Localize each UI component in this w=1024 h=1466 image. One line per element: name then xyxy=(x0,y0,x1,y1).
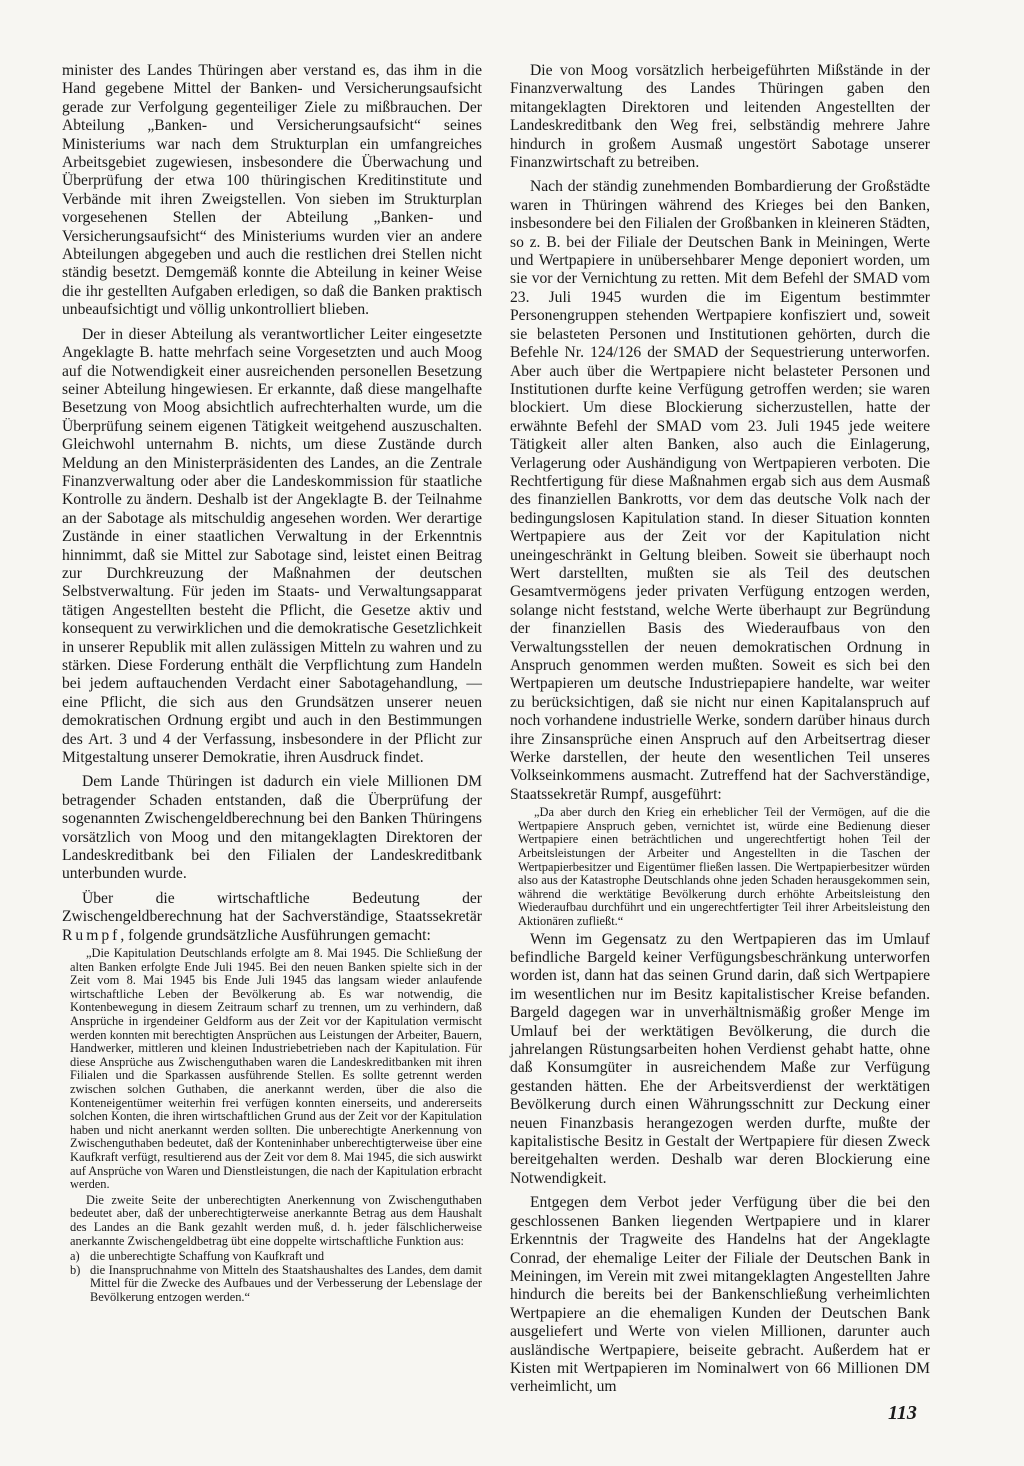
left-quote-1: „Die Kapitulation Deutschlands erfolgte am 8. Mai 1945. Die Schließung der alten Banken erfolgte Ende Juli 1945. Bei den neuen Banken spielte sich in der Zeit vom 8. Mai 1945 bis Ende Juli 1945 das langsam wieder anlaufende wirtschaftliche Leben der Bevölkerung ab. Es war notwendig, die Kontenbewegung in diesem Zeitraum scharf zu trennen, um zu verhindern, daß Ansprüche in irgendeiner Geldform aus der Zeit vor der Kapitulation vermischt werden konnten mit berechtigten Ansprüchen aus Leistungen der Arbeiter, Bauern, Handwerker, mittleren und kleinen Industriebetrieben nach der Kapitulation. Für diese Ansprüche aus Zwischenguthaben waren die Landeskreditbanken mit ihren Filialen und die Sparkassen ausführende Stellen. Es sollte getrennt werden zwischen solchen Guthaben, die anerkannt werden, über die also die Konteneigentümer weiterhin frei verfügen konnten einerseits, und andererseits solchen Konten, die ihren wirtschaftlichen Grund aus der Zeit vor der Kapitulation haben und nicht anerkannt werden sollten. Die unberechtigte Anerkennung von Zwischenguthaben bedeutet, daß der Konteninhaber unberechtigterweise über eine Kaufkraft verfügt, resultierend aus der Zeit vor dem 8. Mai 1945, die sich auswirkt auf Ansprüche von Waren und Dienstleistungen, die nach der Kapitulation erbracht werden. xyxy=(70,946,483,1192)
left-paragraph-4-text-a: Über die wirtschaftliche Bedeutung der Zwischengeldberechnung hat der Sachverständige, Staatssekretär xyxy=(62,889,482,926)
left-quote-list xyxy=(62,1250,482,1304)
right-paragraph-1: Die von Moog vorsätzlich herbeigeführten Mißstände in der Finanzverwaltung des Landes Thüringen gaben den mitangeklagten Direktoren und leitenden Angestellten der Landeskreditbank den Weg frei, selbständig mehrere Jahre hindurch in großem Ausmaß ungestört Sabotage unserer Finanzwirtschaft zu betreiben. xyxy=(510,62,930,172)
left-paragraph-4-text-b: , folgende grundsätzliche Ausführungen gemacht: xyxy=(120,926,431,944)
list-item xyxy=(70,1264,482,1305)
left-column xyxy=(62,62,482,1305)
left-paragraph-1: minister des Landes Thüringen aber verstand es, das ihm in die Hand gegebene Mittel der Banken- und Versicherungsaufsicht gerade zur Verfolgung gegenteiliger Ziele zu mißbrauchen. Der Abteilung „Banken- und Versicherungsaufsicht“ seines Ministeriums war nach dem Strukturplan ein umfangreiches Arbeitsgebiet zugewiesen, insbesondere die Überwachung und Überprüfung der etwa 100 thüringischen Kreditinstitute und Verbände mit ihren Zweigstellen. Von sieben im Strukturplan vorgesehenen Stellen der Abteilung „Banken- und Versicherungsaufsicht“ des Ministeriums wurden vier an andere Abteilungen abgegeben und auch die restlichen drei Stellen nicht ständig besetzt. Demgemäß konnte die Abteilung in keiner Weise die ihr gestellten Aufgaben erledigen, so daß die Banken praktisch unbeaufsichtigt und völlig unkontrolliert blieben. xyxy=(62,62,482,319)
right-paragraph-4: Entgegen dem Verbot jeder Verfügung über die bei den geschlossenen Banken liegenden Wertpapiere und in klarer Erkenntnis der Tragweite des Handelns hat der Angeklagte Conrad, der ehemalige Leiter der Filiale der Deutschen Bank in Meiningen, im Verein mit zwei mitangeklagten Angestellten Jahre hindurch die bereits bei der Bankenschließung verheimlichten Wertpapiere an die ehemaligen Kunden der Deutschen Bank ausgeliefert und Werte von vielen Millionen, darunter auch ausländische Wertpapiere, beiseite gebracht. Außerdem hat er Kisten mit Wertpapieren im Nominalwert von 66 Millionen DM verheimlicht, um xyxy=(510,1194,930,1396)
right-paragraph-2: Nach der ständig zunehmenden Bombardierung der Großstädte waren in Thüringen während des Krieges bei den Banken, insbesondere bei den Filialen der Großbanken in kleineren Städten, so z. B. bei der Filiale der Deutschen Bank in Meiningen, Werte und Wertpapiere in unübersehbarer Menge deponiert worden, um sie vor der Vernichtung zu retten. Mit dem Befehl der SMAD vom 23. Juli 1945 wurden die im Eigentum bestimmter Personengruppen stehenden Wertpapiere konfisziert und, soweit sie belasteten Personen und Institutionen gehörten, durch die Befehle Nr. 124/126 der SMAD der Sequestrierung unterworfen. Aber auch über die Wertpapiere nicht belasteter Personen und Institutionen durfte keine Verfügung getroffen werden; sie waren blockiert. Um diese Blockierung sicherzustellen, hatte der erwähnte Befehl der SMAD vom 23. Juli 1945 jede weitere Tätigkeit aller alten Banken, also auch die Einlagerung, Verlagerung oder Aushändigung von Wertpapieren verboten. Die Rechtfertigung für diese Maßnahmen ergab sich aus dem Ausmaß des finanziellen Bankrotts, vor dem das deutsche Volk nach der bedingungslosen Kapitulation stand. In dieser Situation konnten Wertpapiere aus der Zeit vor der Kapitulation nicht uneingeschränkt in Geltung bleiben. Soweit sie überhaupt noch Wert darstellten, mußten sie als Teil des deutschen Gesamtvermögens jeder privaten Verfügung entzogen werden, solange nicht feststand, welche Werte überhaupt zur Begründung der finanziellen Basis des Wiederaufbaus von den Verwaltungsstellen der neuen demokratischen Ordnung in Anspruch genommen werden mußten. Soweit es sich bei den Wertpapieren um deutsche Industriepapiere handelte, war weiter zu berücksichtigen, daß sie nicht nur einen Kapitalanspruch auf noch vorhandene industrielle Werke, sondern darüber hinaus durch ihre Zinsansprüche einen Anspruch auf den Arbeitsertrag dieser Werke darstellen, der heute den wesentlichen Teil unseres Volkseinkommens ausmacht. Zutreffend hat der Sachverständige, Staatssekretär Rumpf, ausgeführt: xyxy=(510,178,930,803)
list-item-a-text: die unberechtigte Schaffung von Kaufkraft und xyxy=(90,1249,325,1264)
right-quote-1: „Da aber durch den Krieg ein erheblicher Teil der Vermögen, auf die die Wertpapiere Anspruch geben, vernichtet ist, würde eine Bedienung dieser Wertpapiere einen beträchtlichen und ungerechtfertigt hohen Teil der Arbeitsleistungen der Arbeiter und Angestellten in die Taschen der Wertpapierbesitzer und Eigentümer fließen lassen. Die Wertpapierbesitzer würden also aus der Katastrophe Deutschlands ohne jeden Schaden herausgekommen sein, während die werktätige Bevölkerung durch erhöhte Arbeitsleistung den Wiederaufbau durchführt und ein ungerechtfertigter Teil ihrer Arbeitsleistung den Aktionären zufließt.“ xyxy=(518,805,930,928)
list-item xyxy=(70,1250,482,1264)
left-paragraph-3: Dem Lande Thüringen ist dadurch ein viele Millionen DM betragender Schaden entstanden, daß die Überprüfung der sogenannten Zwischengeldberechnung bei den Banken Thüringens vorsätzlich von Moog und den mitangeklagten Direktoren der Landeskreditbank bei den Filialen der Landeskreditbank unterbunden wurde. xyxy=(62,773,482,883)
right-paragraph-3: Wenn im Gegensatz zu den Wertpapieren das im Umlauf befindliche Bargeld keiner Verfügungsbeschränkung unterworfen worden ist, dann hat das seinen Grund darin, daß sich Wertpapiere im wesentlichen nur im Besitz kapitalistischer Kreise befanden. Bargeld dagegen war in unverhältnismäßig großer Menge im Umlauf bei der werktätigen Bevölkerung, die durch die jahrelangen Rüstungsarbeiten hohen Verdienst gehabt hatte, ohne daß Konsumgüter in ausreichendem Maße zur Verfügung gestanden hätten. Ehe der Arbeitsverdienst der werktätigen Bevölkerung durch einen Währungsschnitt zur Deckung einer neuen Finanzbasis herangezogen werden durfte, mußte der kapitalistische Besitz in Gestalt der Wertpapiere für diesen Zweck bereitgehalten werden. Deshalb war deren Blockierung eine Notwendigkeit. xyxy=(510,930,930,1187)
expert-name: Rumpf xyxy=(62,926,121,944)
list-marker-a: a) xyxy=(70,1249,80,1264)
page-number: 113 xyxy=(888,1402,917,1424)
right-column xyxy=(510,62,930,1397)
list-marker-b: b) xyxy=(70,1262,81,1277)
list-item-b-text: die Inanspruchnahme von Mitteln des Staatshaushaltes des Landes, dem damit Mittel für die Zwecke des Aufbaues und der Verbesserung der Lebenslage der Bevölkerung entzogen werden.“ xyxy=(90,1262,482,1304)
left-paragraph-2: Der in dieser Abteilung als verantwortlicher Leiter eingesetzte Angeklagte B. hatte mehrfach seine Vorgesetzten und auch Moog auf die Notwendigkeit einer ausreichenden personellen Besetzung seiner Abteilung hingewiesen. Er erkannte, daß diese mangelhafte Besetzung von Moog absichtlich aufrechterhalten wurde, um die Überprüfung seinem eigenen Tätigkeit weitgehend auszuschalten. Gleichwohl unternahm B. nichts, um diese Zustände durch Meldung an den Ministerpräsidenten des Landes, an die Zentrale Finanzverwaltung oder aber die Landeskommission für staatliche Kontrolle zu ändern. Deshalb ist der Angeklagte B. der Teilnahme an der Sabotage als mitschuldig angesehen worden. Wer derartige Zustände in einer staatlichen Verwaltung in der Erkenntnis hinnimmt, daß sie Mittel zur Sabotage sind, leistet einen Beitrag zur Durchkreuzung der Maßnahmen der deutschen Selbstverwaltung. Für jeden im Staats- und Verwaltungsapparat tätigen Angestellten besteht die Pflicht, die Gesetze aktiv und konsequent zu verwirklichen und die demokratische Gesetzlichkeit in unserer Republik mit allen zulässigen Mitteln zu wahren und zu stärken. Diese Forderung enthält die Verpflichtung zum Handeln bei jedem auftauchenden Verdacht einer Sabotagehandlung, — eine Pflicht, die sich aus den Grundsätzen unserer neuen demokratischen Ordnung ergibt und auch in den Bestimmungen des Art. 3 und 4 der Verfassung, insbesondere in der Pflicht zur Mitgestaltung unserer Demokratie, ihren Ausdruck findet. xyxy=(62,325,482,767)
left-quote-2: Die zweite Seite der unberechtigten Anerkennung von Zwischenguthaben bedeutet aber, daß der unberechtigterweise anerkannte Betrag aus dem Haushalt des Landes an die Bank gezahlt werden muß, d. h. jeder fälschlicherweise anerkannte Zwischengeldbetrag übt eine doppelte wirtschaftliche Funktion aus: xyxy=(70,1192,482,1248)
left-paragraph-4 xyxy=(62,890,482,945)
